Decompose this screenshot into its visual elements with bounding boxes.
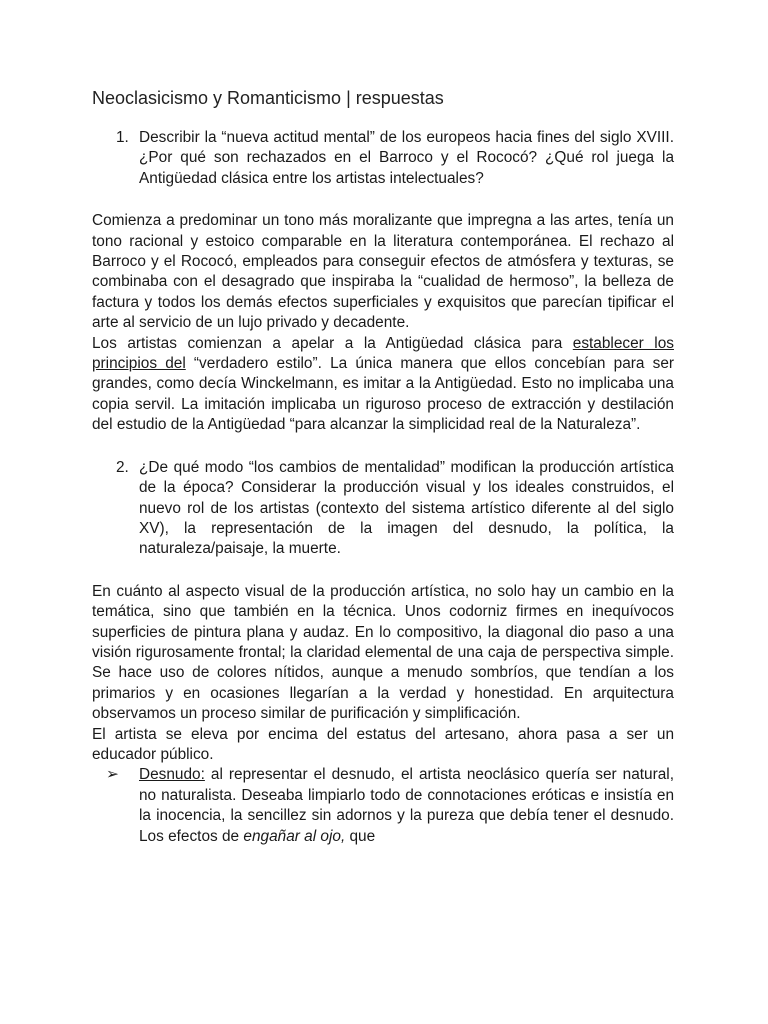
- answer-2-paragraph-2: El artista se eleva por encima del estatus del artesano, ahora pasa a ser un educador público.: [92, 725, 674, 763]
- document-page: [92, 86, 674, 847]
- bullet-desnudo-body: al representar el desnudo, el artista neoclásico quería ser natural, no naturalista. Deseaba limpiarlo todo de connotaciones eróticas e insistía en la inocencia, la sencillez sin adornos y la pureza que debía tener el desnudo. Los efectos de: [139, 766, 674, 845]
- underlined-phrase: establecer los principios del: [92, 334, 674, 373]
- arrow-bullet-icon: ➢: [106, 766, 119, 784]
- question-1-text: Describir la “nueva actitud mental” de los europeos hacia fines del siglo XVIII. ¿Por qué son rechazados en el Barroco y el Rococó? ¿Qué rol juega la Antigüedad clásica entre los artistas intelectuales?: [139, 129, 674, 187]
- bullet-desnudo: [92, 765, 674, 847]
- answer-1-p2-start: Los artistas comienzan a apelar a la Antigüedad clásica para: [92, 334, 573, 352]
- bullet-desnudo-tail: que: [345, 827, 376, 845]
- bullet-desnudo-label: Desnudo:: [139, 766, 205, 784]
- bullet-desnudo-text: [139, 765, 674, 847]
- question-2-number: 2.: [116, 458, 129, 476]
- answer-1-paragraph-1: Comienza a predominar un tono más moralizante que impregna a las artes, tenía un tono racional y estoico comparable en la literatura contemporánea. El rechazo al Barroco y el Rococó, empleados para conseguir efectos de atmósfera y texturas, se combinaba con el desagrado que inspiraba la “cualidad de hermoso”, la belleza de factura y todos los demás efectos superficiales y exquisitos que parecían tipificar el arte al servicio de un lujo privado y decadente.: [92, 212, 674, 332]
- question-2: [92, 458, 674, 560]
- question-1-number: 1.: [116, 129, 129, 146]
- question-2-text: ¿De qué modo “los cambios de mentalidad” modifican la producción artística de la época? Considerar la producción visual y los ideales construidos, el nuevo rol de los artistas (contexto del sistema artístico diferente al del siglo XV), la representación de la imagen del desnudo, la política, la naturaleza/paisaje, la muerte.: [139, 458, 674, 558]
- bullet-desnudo-italic: engañar al ojo,: [243, 827, 346, 845]
- answer-1-paragraph-2: [92, 334, 674, 436]
- answer-1-p2-end: “verdadero estilo”. La única manera que ellos concebían para ser grandes, como decía Winckelmann, es imitar a la Antigüedad. Esto no implicaba una copia servil. La imitación implicaba un riguroso proceso de extracción y destilación del estudio de la Antigüedad “para alcanzar la simplicidad real de la Naturaleza”.: [92, 355, 675, 434]
- document-title: Neoclasicismo y Romanticismo | respuestas: [92, 88, 444, 108]
- answer-2-paragraph-1: En cuánto al aspecto visual de la producción artística, no solo hay un cambio en la temática, sino que también en la técnica. Unos codorniz firmes en inequívocos superficies de pintura plana y audaz. En lo compositivo, la diagonal dio paso a una visión rigurosamente frontal; la claridad elemental de una caja de perspectiva simple. Se hace uso de colores nítidos, aunque a menudo sombríos, que tendían a los primarios y en ocasiones llegarían a la verdad y honestidad. En arquitectura observamos un proceso similar de purificación y simplificación.: [92, 582, 674, 723]
- question-1: [92, 128, 674, 189]
